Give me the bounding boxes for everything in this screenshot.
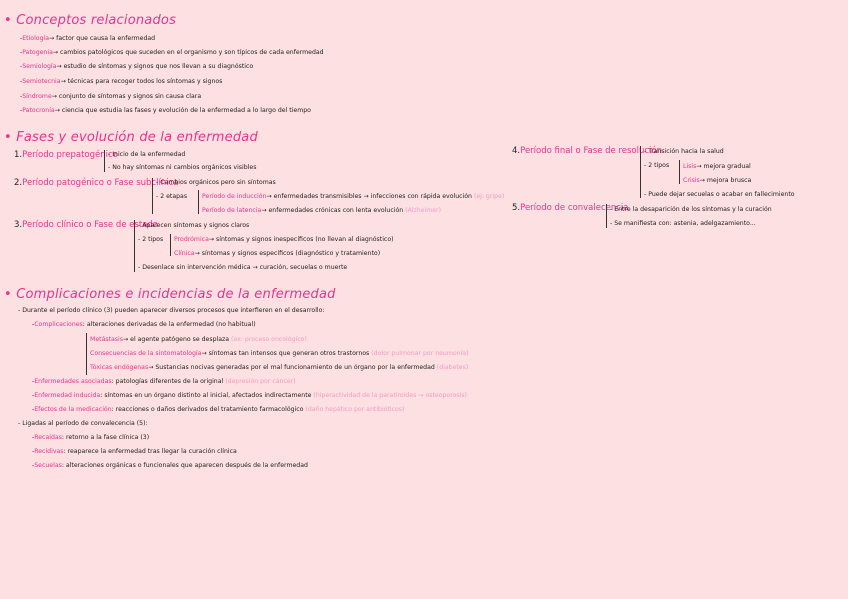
complicaciones-intro: - Durante el período clínico (3) pueden aparecer diversos procesos que interfieren en el desarrollo: xyxy=(18,307,325,314)
complicaciones-other: -Enfermedades asociadas: patologías diferentes de la original (depresión por cáncer) xyxy=(32,378,296,385)
period-3-line: - Desenlace sin intervención médica → curación, secuelas o muerte xyxy=(138,264,348,271)
section-title-fases: • Fases y evolución de la enfermedad xyxy=(4,130,258,145)
complicaciones-line: -Complicaciones: alteraciones derivadas de la enfermedad (no habitual) xyxy=(32,321,256,328)
convalecencia-intro: - Ligadas al período de convalecencia (5): xyxy=(18,420,148,427)
list-item: -Patogenia→ cambios patológicos que suceden en el organismo y son típicos de cada enfermedad xyxy=(20,49,324,56)
period-4-line: - Transición hacia la salud xyxy=(644,148,724,155)
period-4-tipos: - 2 tipos xyxy=(644,162,670,169)
convalecencia-item: -Secuelas: alteraciones orgánicas o funcionales que aparecen después de la enfermedad xyxy=(32,462,308,469)
brace xyxy=(152,178,153,214)
convalecencia-item: -Recidivas: reaparece la enfermedad tras llegar la curación clínica xyxy=(32,448,237,455)
period-5-line: - Entre la desaparición de los síntomas y la curación xyxy=(610,206,772,213)
period-2-etapa-a: Período de inducción→ enfermedades transmisibles → infecciones con rápida evolución (ej: gripe) xyxy=(202,193,505,200)
complicaciones-sub: Tóxicas endógenas→ Sustancias nocivas generadas por el mal funcionamiento de un órgano por la enfermedad (diabetes) xyxy=(90,364,469,371)
period-5-label: 5.Período de convalecencia xyxy=(512,203,629,213)
brace xyxy=(679,160,680,184)
complicaciones-sub: Consecuencias de la sintomatología→ síntomas tan intensos que generan otros trastornos (dolor pulmonar por neumonía) xyxy=(90,350,469,357)
list-item: -Semiología→ estudio de síntomas y signos que nos llevan a su diagnóstico xyxy=(20,63,254,70)
period-3-label: 3.Período clínico o Fase de estado xyxy=(14,220,158,230)
period-1-line: - No hay síntomas ni cambios orgánicos visibles xyxy=(108,164,257,171)
period-4-tipo-b: Crisis→ mejora brusca xyxy=(683,177,752,184)
period-3-tipos: - 2 tipos xyxy=(138,236,164,243)
period-4-label: 4.Período final o Fase de resolución xyxy=(512,146,662,156)
brace xyxy=(134,220,135,272)
period-3-tipo-a: Prodrómica→ síntomas y signos inespecíficos (no llevan al diagnóstico) xyxy=(174,236,394,243)
period-1-line: - Inicio de la enfermedad xyxy=(108,151,186,158)
list-item: -Semiotecnia→ técnicas para recoger todos los síntomas y signos xyxy=(20,78,223,85)
brace xyxy=(640,146,641,198)
period-3-line: - Aparecen síntomas y signos claros xyxy=(138,222,250,229)
brace xyxy=(606,204,607,228)
brace xyxy=(104,150,105,172)
period-2-line: - Cambios orgánicos pero sin síntomas xyxy=(156,179,276,186)
convalecencia-item: -Recaídas: retorno a la fase clínica (3) xyxy=(32,434,150,441)
list-item: -Etiología→ factor que causa la enfermedad xyxy=(20,35,156,42)
period-2-etapas: - 2 etapas xyxy=(156,193,188,200)
period-2-etapa-b: Período de latencia→ enfermedades crónicas con lenta evolución (Alzheimer) xyxy=(202,207,441,214)
list-item: -Síndrome→ conjunto de síntomas y signos sin causa clara xyxy=(20,93,202,100)
period-3-tipo-b: Clínica→ síntomas y signos específicos (diagnóstico y tratamiento) xyxy=(174,250,381,257)
list-item: -Patocronía→ ciencia que estudia las fases y evolución de la enfermedad a lo largo del tiempo xyxy=(20,107,311,114)
complicaciones-other: -Efectos de la medicación: reacciones o daños derivados del tratamiento farmacológico (daño hepático por antibióticos) xyxy=(32,406,405,413)
section-title-conceptos: • Conceptos relacionados xyxy=(4,13,177,28)
period-5-line: - Se manifiesta con: astenia, adelgazamiento... xyxy=(610,220,756,227)
period-2-label: 2.Período patogénico o Fase subclínica xyxy=(14,178,179,188)
brace xyxy=(86,333,87,375)
section-title-complicaciones: • Complicaciones e incidencias de la enfermedad xyxy=(4,287,336,302)
complicaciones-sub: Metástasis→ el agente patógeno se desplaza (ex: proceso oncológico) xyxy=(90,336,307,343)
complicaciones-other: -Enfermedad inducida: síntomas en un órgano distinto al inicial, afectados indirectamente (hiperactividad de la paratiroides → osteoporosis) xyxy=(32,392,467,399)
brace xyxy=(198,190,199,214)
period-4-line: - Puede dejar secuelas o acabar en fallecimiento xyxy=(644,191,795,198)
period-4-tipo-a: Lisis→ mejora gradual xyxy=(683,163,751,170)
brace xyxy=(170,234,171,256)
period-1-label: 1.Período prepatogénico xyxy=(14,150,118,160)
